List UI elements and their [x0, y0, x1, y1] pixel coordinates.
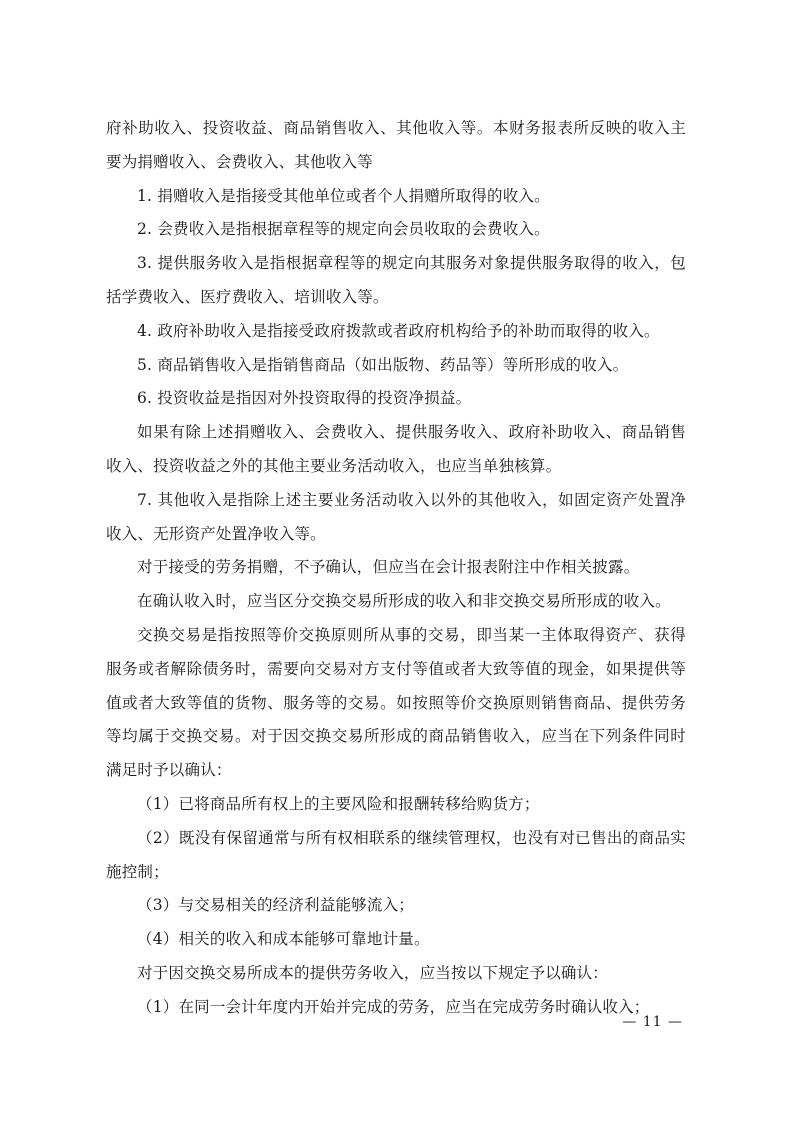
paragraph: 对于接受的劳务捐赠，不予确认，但应当在会计报表附注中作相关披露。: [137, 558, 640, 577]
page-number: — 11 —: [622, 1014, 683, 1030]
paragraph: 3. 提供服务收入是指根据章程等的规定向其服务对象提供服务取得的收入，包括学费收入、医疗费收入、培训收入等。: [106, 254, 686, 306]
paragraph: 1. 捐赠收入是指接受其他单位或者个人捐赠所取得的收入。: [137, 186, 550, 205]
paragraph: 交换交易是指按照等价交换原则所从事的交易，即当某一主体取得资产、获得服务或者解除债务时，需要向交易对方支付等值或者大致等值的现金，如果提供等值或者大致等值的货物、服务等的交易。如按照等价交换原则销售商品、提供劳务等均属于交换交易。对于因交换交易所形成的商品销售收入，应当在下列条件同时满足时予以确认：: [106, 625, 686, 780]
list-item: （2）既没有保留通常与所有权相联系的继续管理权，也没有对已售出的商品实施控制；: [106, 828, 686, 881]
paragraph: 5. 商品销售收入是指销售商品（如出版物、药品等）等所形成的收入。: [137, 355, 629, 374]
document-body: [106, 112, 686, 1025]
list-item: （4）相关的收入和成本能够可靠地计量。: [137, 930, 430, 949]
paragraph: 如果有除上述捐赠收入、会费收入、提供服务收入、政府补助收入、商品销售收入、投资收益之外的其他主要业务活动收入，也应当单独核算。: [106, 423, 686, 475]
list-item: （1）已将商品所有权上的主要风险和报酬转移给购货方；: [137, 794, 540, 813]
paragraph: 2. 会费收入是指根据章程等的规定向会员收取的会费收入。: [137, 220, 550, 239]
paragraph: 府补助收入、投资收益、商品销售收入、其他收入等。本财务报表所反映的收入主要为捐赠收入、会费收入、其他收入等: [106, 119, 686, 171]
paragraph: 4. 政府补助收入是指接受政府拨款或者政府机构给予的补助而取得的收入。: [137, 321, 660, 340]
list-item: （3）与交易相关的经济利益能够流入；: [137, 896, 414, 915]
paragraph: 7. 其他收入是指除上述主要业务活动收入以外的其他收入，如固定资产处置净收入、无形资产处置净收入等。: [106, 490, 686, 543]
paragraph: 在确认收入时，应当区分交换交易所形成的收入和非交换交易所形成的收入。: [137, 592, 671, 611]
list-item: （1）在同一会计年度内开始并完成的劳务，应当在完成劳务时确认收入；: [137, 997, 650, 1016]
paragraph: 对于因交换交易所成本的提供劳务收入，应当按以下规定予以确认：: [137, 963, 609, 982]
paragraph: 6. 投资收益是指因对外投资取得的投资净损益。: [137, 389, 472, 408]
